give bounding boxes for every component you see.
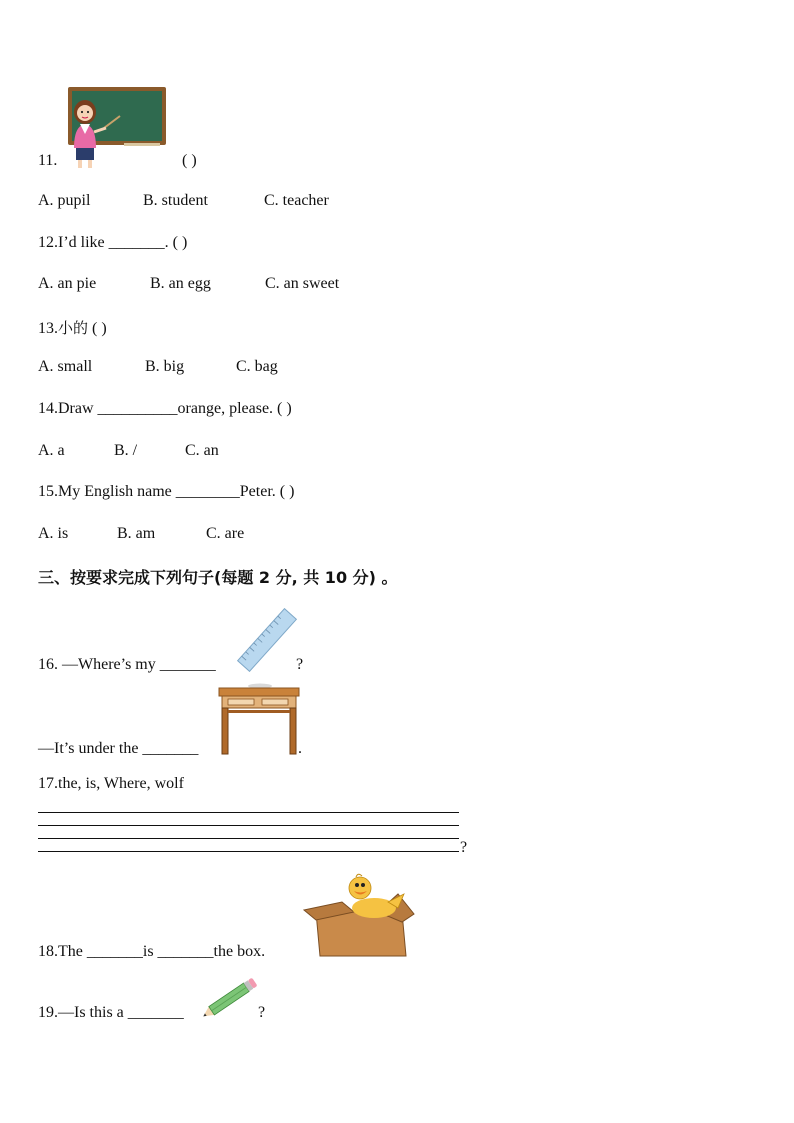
- question-16-line-1: 16. —Where’s my _______: [38, 656, 216, 673]
- option-c: C. are: [206, 525, 245, 542]
- option-c: C. teacher: [264, 192, 329, 209]
- option-b: B. /: [114, 442, 138, 459]
- option-b: B. big: [145, 358, 185, 375]
- question-13: [38, 317, 107, 338]
- option-a: A. a: [38, 442, 65, 459]
- option-c: C. an sweet: [265, 275, 340, 292]
- option-a: A. pupil: [38, 192, 91, 209]
- answer-line: [38, 812, 459, 813]
- option-c: C. an: [185, 442, 219, 459]
- period: .: [298, 740, 302, 757]
- question-mark: ?: [460, 839, 468, 856]
- option-b: B. an egg: [150, 275, 211, 292]
- question-16-line-2: —It’s under the _______: [38, 740, 199, 757]
- option-a: A. small: [38, 358, 93, 375]
- question-15: 15.My English name ________Peter. ( ): [38, 483, 295, 500]
- option-b: B. student: [143, 192, 208, 209]
- ruler-picture: [236, 608, 298, 672]
- question-19: 19.—Is this a _______: [38, 1004, 184, 1021]
- question-14: 14.Draw __________orange, please. ( ): [38, 400, 292, 417]
- option-c: C. bag: [236, 358, 278, 375]
- teacher-blackboard-picture: [64, 86, 170, 172]
- answer-line: [38, 851, 459, 852]
- section-3-heading: 三、按要求完成下列句子(每题 2 分, 共 10 分) 。: [38, 568, 398, 587]
- question-12: 12.I’d like _______. ( ): [38, 234, 188, 251]
- pencil-picture: [196, 976, 262, 1022]
- option-a: A. an pie: [38, 275, 97, 292]
- question-mark: ?: [296, 656, 304, 673]
- question-mark: ?: [258, 1004, 266, 1021]
- answer-paren: ( ): [92, 320, 107, 337]
- chinese-word: 小的: [58, 319, 89, 337]
- answer-line: [38, 838, 459, 839]
- question-18: 18.The _______is _______the box.: [38, 943, 266, 960]
- option-b: B. am: [117, 525, 156, 542]
- desk-picture: [218, 682, 300, 756]
- answer-line: [38, 825, 459, 826]
- option-a: A. is: [38, 525, 69, 542]
- question-number: 13.: [38, 320, 58, 337]
- duck-in-box-picture: [302, 872, 416, 958]
- answer-paren: ( ): [182, 152, 197, 169]
- question-11-number: 11.: [38, 152, 58, 169]
- question-17: 17.the, is, Where, wolf: [38, 775, 184, 792]
